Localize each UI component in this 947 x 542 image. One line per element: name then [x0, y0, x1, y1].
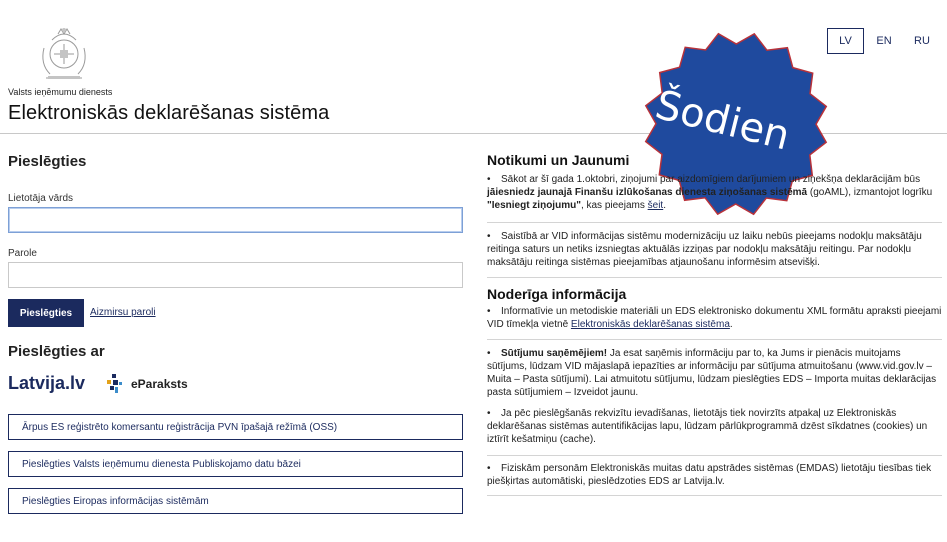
news-item: • Saistībā ar VID informācijas sistēmu modernizāciju uz laiku nebūs pieejams nodokļu maksātāju reitinga saturs un netiks izsniegtas aktuālās izziņas par nodokļu maksātāju reitingu. Par nodokļu maksātāju reitinga sistēmas pieejamības atjaunošanu informēsim atsevišķi. [487, 231, 922, 268]
system-title: Elektroniskās deklarēšanas sistēma [8, 102, 330, 124]
divider [487, 222, 942, 223]
news-heading: Notikumi un Jaunumi [487, 152, 630, 168]
divider [487, 495, 942, 496]
info-item: • Fiziskām personām Elektroniskās muitas datu apstrādes sistēmas (EMDAS) lietotāju tiesības tiek piešķirtas automātiski, pieslēdzoties EDS ar Latvija.lv. [487, 463, 932, 487]
divider [487, 455, 942, 456]
latvija-lv-logo-text: Latvija.lv [8, 372, 86, 393]
eparaksts-login[interactable] [104, 372, 188, 396]
eparaksts-logo-text: eParaksts [131, 377, 188, 391]
forgot-password-link[interactable]: Aizmirsu paroli [90, 307, 156, 318]
eparaksts-icon [104, 373, 126, 395]
password-input[interactable] [8, 262, 463, 288]
useful-info-heading: Noderīga informācija [487, 286, 627, 302]
eds-website-link[interactable]: Elektroniskās deklarēšanas sistēma [570, 319, 730, 330]
latvija-lv-login[interactable] [8, 370, 85, 396]
goaml-link[interactable]: šeit [647, 200, 664, 211]
username-input[interactable] [8, 207, 463, 233]
coat-of-arms-logo [34, 24, 94, 86]
divider [487, 339, 942, 340]
public-database-link[interactable]: Pieslēgties Valsts ieņēmumu dienesta Publiskojamo datu bāzei [8, 451, 463, 477]
info-item: • Informatīvie un metodiskie materiāli un EDS elektronisko dokumentu XML formātu apraksti pieejami VID tīmekļa vietnē Elektroniskās deklarēšanas sistēma. [487, 306, 942, 330]
username-label: Lietotāja vārds [8, 193, 74, 204]
login-button[interactable]: Pieslēgties [8, 299, 84, 327]
eu-systems-link[interactable]: Pieslēgties Eiropas informācijas sistēmām [8, 488, 463, 514]
agency-name: Valsts ieņēmumu dienests [8, 87, 113, 97]
lang-lv[interactable]: LV [827, 28, 864, 54]
lang-en[interactable]: EN [876, 35, 892, 47]
lang-ru[interactable]: RU [914, 35, 930, 47]
login-heading: Pieslēgties [8, 153, 87, 170]
password-label: Parole [8, 248, 37, 259]
oss-registration-link[interactable]: Ārpus ES reģistrēto komersantu reģistrācija PVN īpašajā režīmā (OSS) [8, 414, 463, 440]
info-item: • Sūtījumu saņēmējiem! Ja esat saņēmis informāciju par to, ka Jums ir pienācis muitojams sūtījums, lūdzam VID mājaslapā iepazīties ar informāciju par sūtījuma atmuitošanu (www.vid.gov.lv – Muita – Pasta sūtījumi). Lai atmuitotu sūtījumu, lūdzam pieslēgties EDS – Importa muitas deklarācijas pasta sūtījumiem – Izveidot jaunu. [487, 348, 937, 398]
info-item: • Ja pēc pieslēgšanās rekvizītu ievadīšanas, lietotājs tiek novirzīts atpakaļ uz Elektroniskās deklarēšanas sistēmas autentifikācijas lapu, lūdzam pārlūkprogrammā dzēst sīkdatnes (cookies) un iztīrīt kešatmiņu (cache). [487, 408, 928, 445]
news-item: • Sākot ar šī gada 1.oktobri, ziņojumi par aizdomīgiem darījumiem un ziņekšņa deklarācijām būs jāiesniedz jaunajā Finanšu izlūkošanas dienesta ziņošanas sistēmā (goAML), izmantojot logrīku "Iesniegt ziņojumu", kas pieejams šeit. [487, 174, 933, 211]
login-with-heading: Pieslēgties ar [8, 343, 105, 360]
today-badge-text: Šodien [650, 82, 795, 160]
divider [487, 277, 942, 278]
